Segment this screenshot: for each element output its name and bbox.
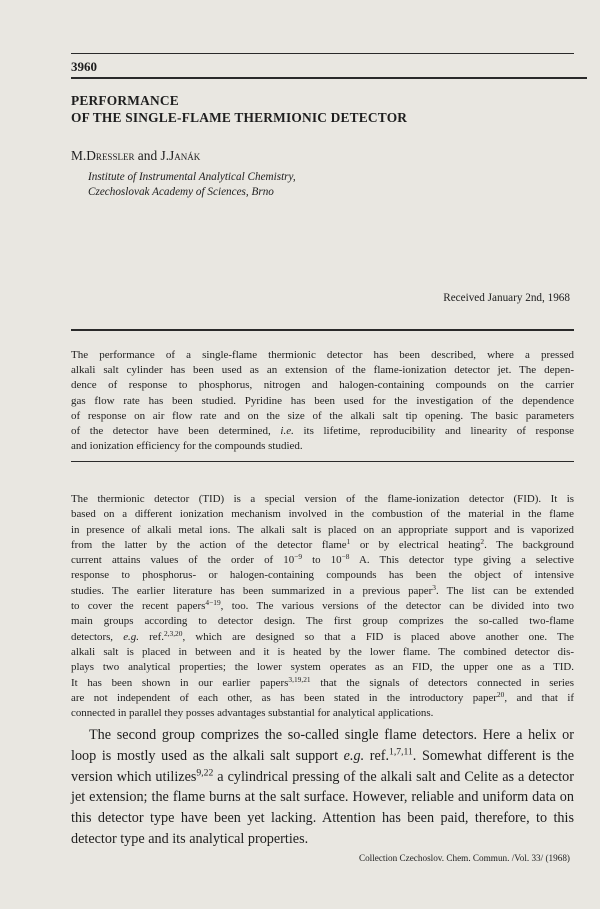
body-line: The thermionic detector (TID) is a special version of the flame-ionization detector (FID). It is — [71, 493, 574, 505]
body-line: based on a different ionization mechanism involved in the combustion of the material in the flame — [71, 508, 574, 521]
author-1-initial: M. — [71, 148, 87, 163]
author-2-surname: Janák — [169, 148, 201, 163]
abstract-line: alkali salt cylinder has been used as an extension of the flame-ionization detector jet. The depen- — [71, 364, 574, 377]
citation-sup: 3 — [432, 582, 436, 592]
paper-title — [71, 92, 407, 126]
title-line-2: OF THE SINGLE-FLAME THERMIONIC DETECTOR — [71, 110, 408, 125]
abstract-line: of the detector have been determined, i.e. its lifetime, reproducibility and linearity of response — [71, 425, 574, 438]
abstract-line: gas flow rate has been studied. Pyridine has been used for the investigation of the dependence — [71, 394, 574, 407]
author-2-initial: J. — [160, 148, 170, 163]
header-rule — [71, 77, 587, 79]
affiliation — [88, 170, 296, 200]
body-line: It has been shown in our earlier papers$^{3,19,21}$ that the signals of detectors connected in series — [71, 674, 574, 689]
abstract-italic-ie: i.e. — [280, 425, 294, 438]
author-1-surname: Dressler — [86, 148, 135, 163]
abstract-line: and ionization efficiency for the compounds studied. — [71, 440, 303, 453]
exponent-sup: −9 — [294, 552, 303, 562]
citation-sup: 2 — [480, 536, 485, 546]
affiliation-line-1: Institute of Instrumental Analytical Chemistry, — [88, 171, 296, 183]
abstract-line: of response on air flow rate and on the size of the alkali salt tip opening. The basic parameters — [71, 409, 574, 422]
authors-and: and — [134, 148, 161, 163]
body-line: studies. The earlier literature has been summarized in a previous paper$^3$. The list can be extended — [71, 582, 574, 597]
exponent-sup: −8 — [341, 552, 350, 562]
top-rule — [71, 53, 574, 54]
abstract-bottom-rule — [71, 461, 574, 462]
citation-sup: 4−19 — [205, 598, 221, 608]
citation-sup: 3,19,21 — [288, 674, 311, 684]
body-line: current attains values of the order of $10^{-9}$ to $10^{-8}$ A. This detector type giving a selective — [71, 552, 574, 567]
body-paragraph-2: The second group comprizes the so-called single flame detectors. Here a helix or loop is mostly used as the alkali salt support e.g. ref.$^{1,7,11}$. Somewhat different is the version which utilizes$^{9,22}$ a cylindrical pressing of the alkali salt and Celite as a detector jet extension; the flame burns at the salt surface. However, reliable and uniform data on this detector type have been yet lacking. Attention has been paid, therefore, to this detector type and its analytical properties. — [71, 727, 575, 847]
title-line-1: PERFORMANCE — [71, 93, 179, 108]
body-line: are not independent of each other, as has been stated in the introductory paper$^{20}$, and that if — [71, 689, 574, 704]
journal-footer: Collection Czechoslov. Chem. Commun. /Vol. 33/ (1968) — [358, 853, 570, 863]
body-line: from the latter by the action of the detector flame$^1$ or by electrical heating$^2$. The background — [71, 536, 574, 551]
citation-sup: 20 — [496, 689, 505, 699]
body-line: main groups according to detector design. The first group comprizes the so-called two-flame — [71, 615, 574, 628]
received-date: Received January 2nd, 1968 — [443, 292, 570, 304]
citation-sup: 2,3,20 — [163, 628, 183, 638]
body-line: in presence of alkali metal ions. The alkali salt is placed on an appropriate support and is vaporized — [71, 523, 574, 536]
body-paragraph-1 — [71, 492, 574, 721]
body-line: connected in parallel they posses advantages substantial for analytical applications. — [71, 707, 434, 720]
page-number: 3960 — [71, 59, 97, 74]
body-line: alkali salt is placed in between and it is heated by the lower flame. The combined detector dis- — [71, 645, 574, 658]
authors — [71, 148, 200, 164]
citation-sup: 1 — [346, 536, 351, 546]
abstract — [71, 348, 574, 454]
citation-sup: 1,7,11 — [389, 746, 413, 758]
citation-sup: 9,22 — [196, 767, 214, 779]
abstract-top-rule — [71, 329, 574, 331]
body-line: plays two analytical properties; the lower system operates as an FID, the upper one as a TID. — [71, 661, 574, 674]
body-line: response to phosphorus- or halogen-containing compounds has been the object of intensive — [71, 569, 574, 582]
body-line: detectors, e.g. ref.$^{2,3,20}$, which are designed so that a FID is placed above another one. The — [71, 628, 574, 643]
affiliation-line-2: Czechoslovak Academy of Sciences, Brno — [88, 186, 274, 198]
body-line: to cover the recent papers$^{4-19}$, too. The various versions of the detector can be divided into two — [71, 598, 574, 613]
abstract-line: dence of response to phosphorus, nitrogen and halogen-containing compounds on the carrier — [71, 379, 574, 392]
abstract-line: The performance of a single-flame thermionic detector has been described, where a pressed — [71, 349, 574, 361]
